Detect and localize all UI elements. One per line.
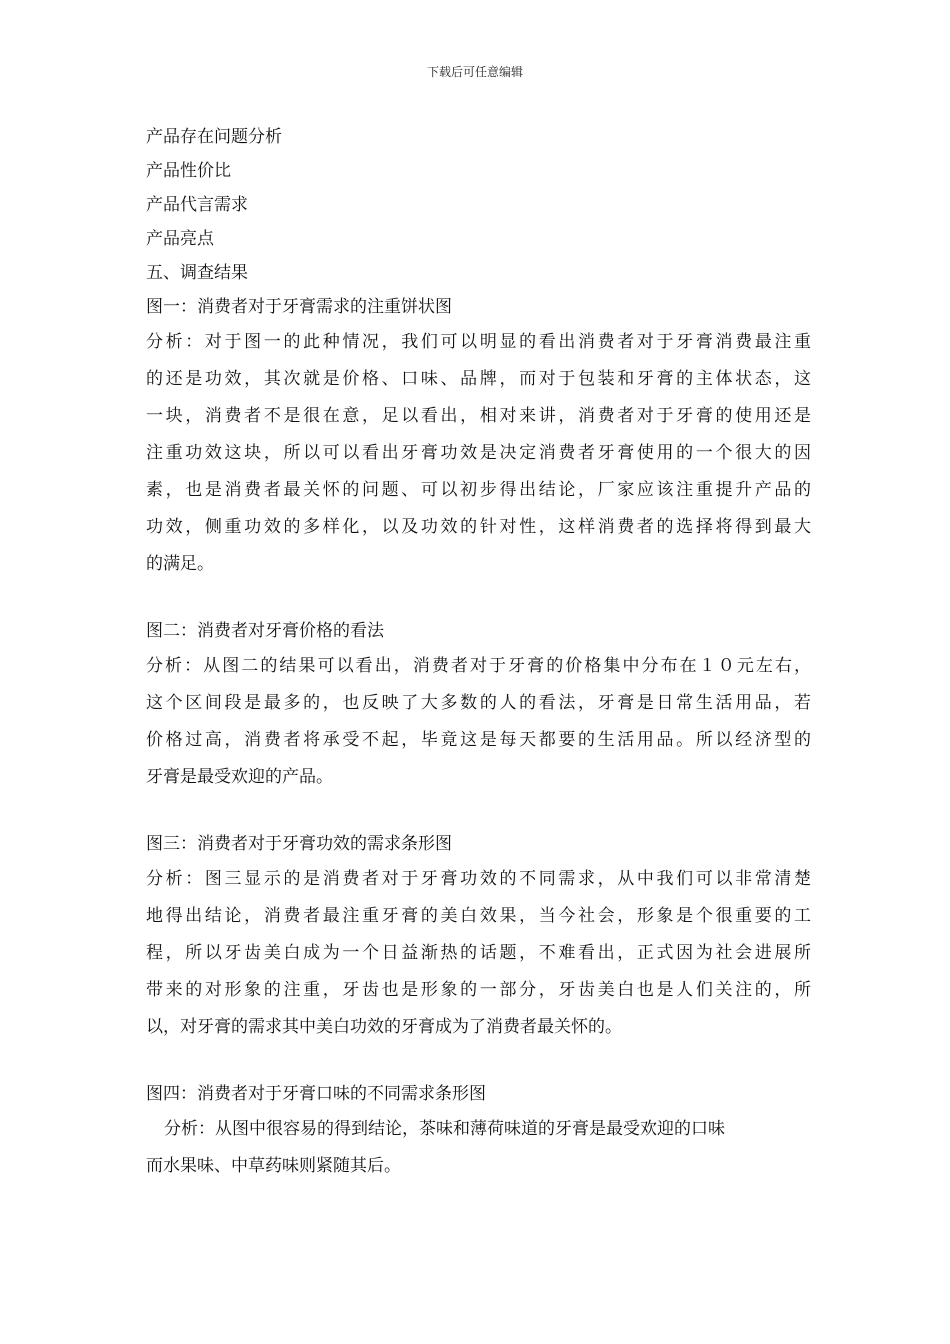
figure-3-title: 图三：消费者对于牙膏功效的需求条形图 — [146, 834, 452, 854]
figure-2-analysis-line: 这个区间段是最多的，也反映了大多数的人的看法，牙膏是日常生活用品，若 — [146, 693, 811, 713]
figure-3-analysis-line: 分析：图三显示的是消费者对于牙膏功效的不同需求，从中我们可以非常清楚 — [146, 869, 811, 889]
figure-1-analysis-line: 素，也是消费者最关怀的问题、可以初步得出结论，厂家应该注重提升产品的 — [146, 480, 811, 500]
figure-2-analysis-line: 分析：从图二的结果可以看出，消费者对于牙膏的价格集中分布在１０元左右， — [146, 656, 811, 676]
figure-2-analysis-line: 价格过高，消费者将承受不起，毕竟这是每天都要的生活用品。所以经济型的 — [146, 730, 811, 750]
figure-1-title: 图一：消费者对于牙膏需求的注重饼状图 — [146, 297, 452, 317]
section-heading: 五、调查结果 — [146, 263, 248, 283]
paragraph-gap — [146, 796, 811, 827]
outline-item: 产品性价比 — [146, 161, 231, 181]
figure-1-analysis-line: 一块，消费者不是很在意，足以看出，相对来讲，消费者对于牙膏的使用还是 — [146, 406, 811, 426]
paragraph-gap — [146, 583, 811, 614]
figure-2-analysis-line: 牙膏是最受欢迎的产品。 — [146, 767, 333, 787]
page-header-note: 下载后可任意编辑 — [426, 65, 523, 79]
figure-4-analysis-line: 分析：从图中很容易的得到结论，茶味和薄荷味道的牙膏是最受欢迎的口味 — [164, 1119, 725, 1139]
figure-4-title: 图四：消费者对于牙膏口味的不同需求条形图 — [146, 1084, 486, 1104]
outline-item: 产品亮点 — [146, 229, 214, 249]
document-body — [146, 120, 811, 1185]
figure-4-analysis-line: 而水果味、中草药味则紧随其后。 — [146, 1156, 401, 1176]
figure-1-analysis-line: 功效，侧重功效的多样化，以及功效的针对性，这样消费者的选择将得到最大 — [146, 517, 811, 537]
figure-1-analysis-line: 注重功效这块，所以可以看出牙膏功效是决定消费者牙膏使用的一个很大的因 — [146, 443, 811, 463]
figure-1-analysis-line: 分析：对于图一的此种情况，我们可以明显的看出消费者对于牙膏消费最注重 — [146, 332, 811, 352]
figure-1-analysis-line: 的还是功效，其次就是价格、口味、品牌，而对于包装和牙膏的主体状态，这 — [146, 369, 811, 389]
figure-3-analysis-line: 地得出结论，消费者最注重牙膏的美白效果，当今社会，形象是个很重要的工 — [146, 906, 811, 926]
paragraph-gap — [146, 1046, 811, 1077]
figure-3-analysis-line: 以，对牙膏的需求其中美白功效的牙膏成为了消费者最关怀的。 — [146, 1017, 622, 1037]
figure-3-analysis-line: 程，所以牙齿美白成为一个日益渐热的话题，不难看出，正式因为社会进展所 — [146, 943, 811, 963]
figure-3-analysis-line: 带来的对形象的注重，牙齿也是形象的一部分，牙齿美白也是人们关注的，所 — [146, 980, 811, 1000]
figure-1-analysis-line: 的满足。 — [146, 554, 214, 574]
figure-2-title: 图二：消费者对牙膏价格的看法 — [146, 621, 384, 641]
outline-item: 产品代言需求 — [146, 195, 248, 215]
outline-item: 产品存在问题分析 — [146, 127, 282, 147]
